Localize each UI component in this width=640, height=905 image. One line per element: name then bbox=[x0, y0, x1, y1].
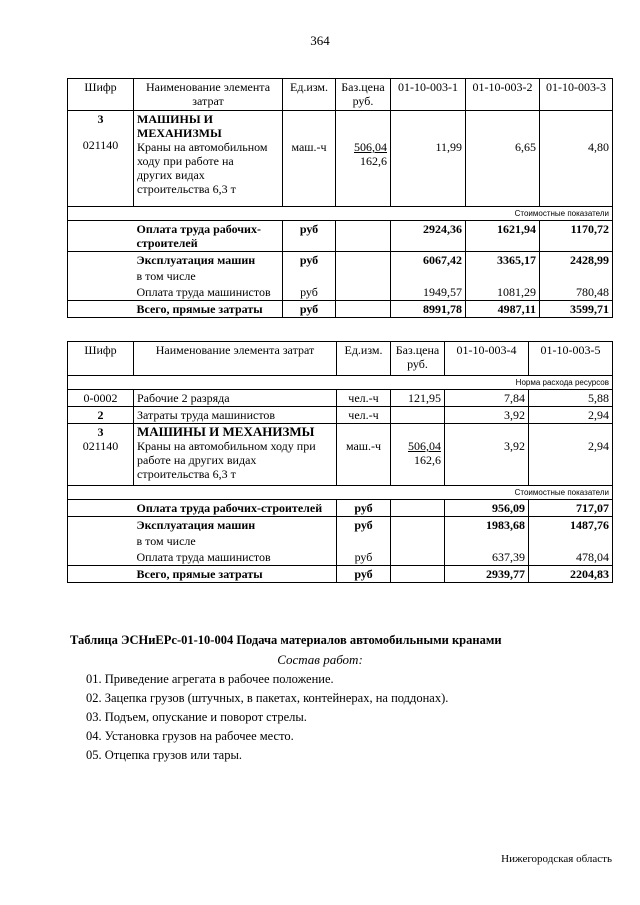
row-name: Оплата труда рабочих-строителей bbox=[134, 500, 337, 517]
table2-header-row bbox=[68, 342, 613, 376]
price-cell bbox=[391, 424, 445, 486]
row-name: Всего, прямые затраты bbox=[134, 301, 283, 318]
work-item: 04. Установка грузов на рабочее место. bbox=[86, 729, 294, 743]
norms-table-1 bbox=[67, 78, 613, 318]
row-value: 3365,17 bbox=[466, 252, 540, 269]
col-header: 01-10-003-5 bbox=[529, 342, 613, 376]
item-name: других видах bbox=[137, 168, 205, 182]
row-value: 2924,36 bbox=[391, 221, 466, 252]
table1-row bbox=[68, 252, 613, 269]
item-price-sub: 162,6 bbox=[360, 154, 387, 168]
footer-region: Нижегородская область bbox=[501, 853, 612, 865]
cost-header: Стоимостные показатели bbox=[68, 486, 613, 500]
row-name: Оплата труда машинистов bbox=[134, 284, 283, 301]
row-value: 1983,68 bbox=[445, 517, 529, 534]
col-header: Наименование элемента затрат bbox=[134, 342, 337, 376]
row-unit: руб bbox=[337, 549, 391, 566]
norm-header: Норма расхода ресурсов bbox=[68, 376, 613, 390]
work-item: 05. Отцепка грузов или тары. bbox=[86, 748, 243, 762]
norm-header-row bbox=[68, 376, 613, 390]
row-value: 2204,83 bbox=[529, 566, 613, 583]
resource-code: 2 bbox=[68, 407, 134, 424]
row-value: 637,39 bbox=[445, 549, 529, 566]
table1-row bbox=[68, 268, 613, 284]
table2-row bbox=[68, 549, 613, 566]
row-value: 6067,42 bbox=[391, 252, 466, 269]
section-code-cell bbox=[68, 111, 134, 207]
table2-row bbox=[68, 517, 613, 534]
item-name: Краны на автомобильном ходу при bbox=[137, 439, 316, 453]
section-title: МАШИНЫ И bbox=[137, 112, 213, 126]
row-value: 1621,94 bbox=[466, 221, 540, 252]
row-value: 956,09 bbox=[445, 500, 529, 517]
row-value: 1170,72 bbox=[540, 221, 613, 252]
row-name: в том числе bbox=[134, 268, 283, 284]
item-price: 506,04 bbox=[408, 439, 441, 453]
value-cell: 6,65 bbox=[466, 111, 540, 207]
row-value: 780,48 bbox=[540, 284, 613, 301]
row-unit: руб bbox=[283, 301, 336, 318]
table1-header-row bbox=[68, 79, 613, 111]
table2-resource-row bbox=[68, 407, 613, 424]
col-header: 01-10-003-3 bbox=[540, 79, 613, 111]
row-unit: руб bbox=[283, 252, 336, 269]
work-item: 03. Подъем, опускание и поворот стрелы. bbox=[86, 710, 307, 724]
item-code: 021140 bbox=[82, 439, 119, 453]
col-header: Наименование элемента затрат bbox=[134, 79, 283, 111]
item-price-sub: 162,6 bbox=[414, 453, 441, 467]
item-name: строительства 6,3 т bbox=[137, 182, 236, 196]
value-cell: 2,94 bbox=[529, 424, 613, 486]
value-cell: 3,92 bbox=[445, 424, 529, 486]
resource-value: 7,84 bbox=[445, 390, 529, 407]
section-code: 3 bbox=[97, 425, 104, 439]
resource-value: 5,88 bbox=[529, 390, 613, 407]
table2-resource-row bbox=[68, 390, 613, 407]
work-item: 01. Приведение агрегата в рабочее положение. bbox=[86, 672, 334, 686]
resource-value: 3,92 bbox=[445, 407, 529, 424]
section-title: МАШИНЫ И МЕХАНИЗМЫ bbox=[137, 424, 315, 439]
row-value: 478,04 bbox=[529, 549, 613, 566]
resource-unit: чел.-ч bbox=[337, 390, 391, 407]
table2-row bbox=[68, 533, 613, 549]
col-header: Ед.изм. bbox=[283, 79, 336, 111]
col-header: Шифр bbox=[68, 342, 134, 376]
value-cell: 11,99 bbox=[391, 111, 466, 207]
section-code-cell bbox=[68, 424, 134, 486]
row-name: Оплата труда рабочих- строителей bbox=[134, 221, 283, 252]
section-code: 3 bbox=[97, 112, 104, 126]
item-name: Краны на автомобильном bbox=[137, 140, 268, 154]
row-unit: руб bbox=[283, 221, 336, 252]
row-name: Всего, прямые затраты bbox=[134, 566, 337, 583]
row-name: Оплата труда машинистов bbox=[134, 549, 337, 566]
row-unit: руб bbox=[337, 500, 391, 517]
row-value: 2939,77 bbox=[445, 566, 529, 583]
table1-row bbox=[68, 284, 613, 301]
resource-code: 0-0002 bbox=[68, 390, 134, 407]
row-name: в том числе bbox=[134, 533, 337, 549]
col-header: Баз.цена руб. bbox=[336, 79, 391, 111]
row-value: 717,07 bbox=[529, 500, 613, 517]
item-name: работе на других видах bbox=[137, 453, 257, 467]
resource-price: 121,95 bbox=[391, 390, 445, 407]
row-value: 4987,11 bbox=[466, 301, 540, 318]
table-title: Таблица ЭСНиЕРс-01-10-004 Подача материалов автомобильными кранами bbox=[70, 633, 502, 647]
section-name-cell bbox=[134, 424, 337, 486]
table2-row bbox=[68, 500, 613, 517]
resource-price bbox=[391, 407, 445, 424]
row-value: 3599,71 bbox=[540, 301, 613, 318]
resource-name: Затраты труда машинистов bbox=[134, 407, 337, 424]
resource-value: 2,94 bbox=[529, 407, 613, 424]
item-name: ходу при работе на bbox=[137, 154, 234, 168]
item-code: 021140 bbox=[82, 138, 119, 152]
price-cell bbox=[336, 111, 391, 207]
section-title: МЕХАНИЗМЫ bbox=[137, 126, 222, 140]
col-header: Баз.цена руб. bbox=[391, 342, 445, 376]
cost-header-row bbox=[68, 486, 613, 500]
row-value: 1949,57 bbox=[391, 284, 466, 301]
col-header: 01-10-003-4 bbox=[445, 342, 529, 376]
table2-section-row bbox=[68, 424, 613, 486]
table1-total-row bbox=[68, 301, 613, 318]
item-name: строительства 6,3 т bbox=[137, 467, 236, 481]
col-header: 01-10-003-2 bbox=[466, 79, 540, 111]
row-unit: руб bbox=[337, 566, 391, 583]
item-price: 506,04 bbox=[354, 140, 387, 154]
row-unit: руб bbox=[337, 517, 391, 534]
row-name: Эксплуатация машин bbox=[134, 517, 337, 534]
item-unit: маш.-ч bbox=[291, 140, 327, 154]
resource-unit: чел.-ч bbox=[337, 407, 391, 424]
norms-table-2 bbox=[67, 341, 613, 583]
row-name: Эксплуатация машин bbox=[134, 252, 283, 269]
unit-cell bbox=[283, 111, 336, 207]
item-unit: маш.-ч bbox=[345, 439, 382, 453]
value-cell: 4,80 bbox=[540, 111, 613, 207]
cost-header: Стоимостные показатели bbox=[68, 207, 613, 221]
page-number: 364 bbox=[310, 33, 330, 48]
table1-row bbox=[68, 221, 613, 252]
unit-cell bbox=[337, 424, 391, 486]
col-header: Ед.изм. bbox=[337, 342, 391, 376]
row-value: 1081,29 bbox=[466, 284, 540, 301]
row-value: 8991,78 bbox=[391, 301, 466, 318]
works-list bbox=[86, 670, 448, 765]
work-item: 02. Зацепка грузов (штучных, в пакетах, контейнерах, на поддонах). bbox=[86, 691, 449, 705]
row-value: 2428,99 bbox=[540, 252, 613, 269]
col-header: 01-10-003-1 bbox=[391, 79, 466, 111]
composition-title: Состав работ: bbox=[277, 652, 363, 667]
row-unit: руб bbox=[283, 284, 336, 301]
table2-total-row bbox=[68, 566, 613, 583]
resource-name: Рабочие 2 разряда bbox=[134, 390, 337, 407]
row-value: 1487,76 bbox=[529, 517, 613, 534]
section-name-cell bbox=[134, 111, 283, 207]
col-header: Шифр bbox=[68, 79, 134, 111]
cost-header-row bbox=[68, 207, 613, 221]
table1-section-row bbox=[68, 111, 613, 207]
